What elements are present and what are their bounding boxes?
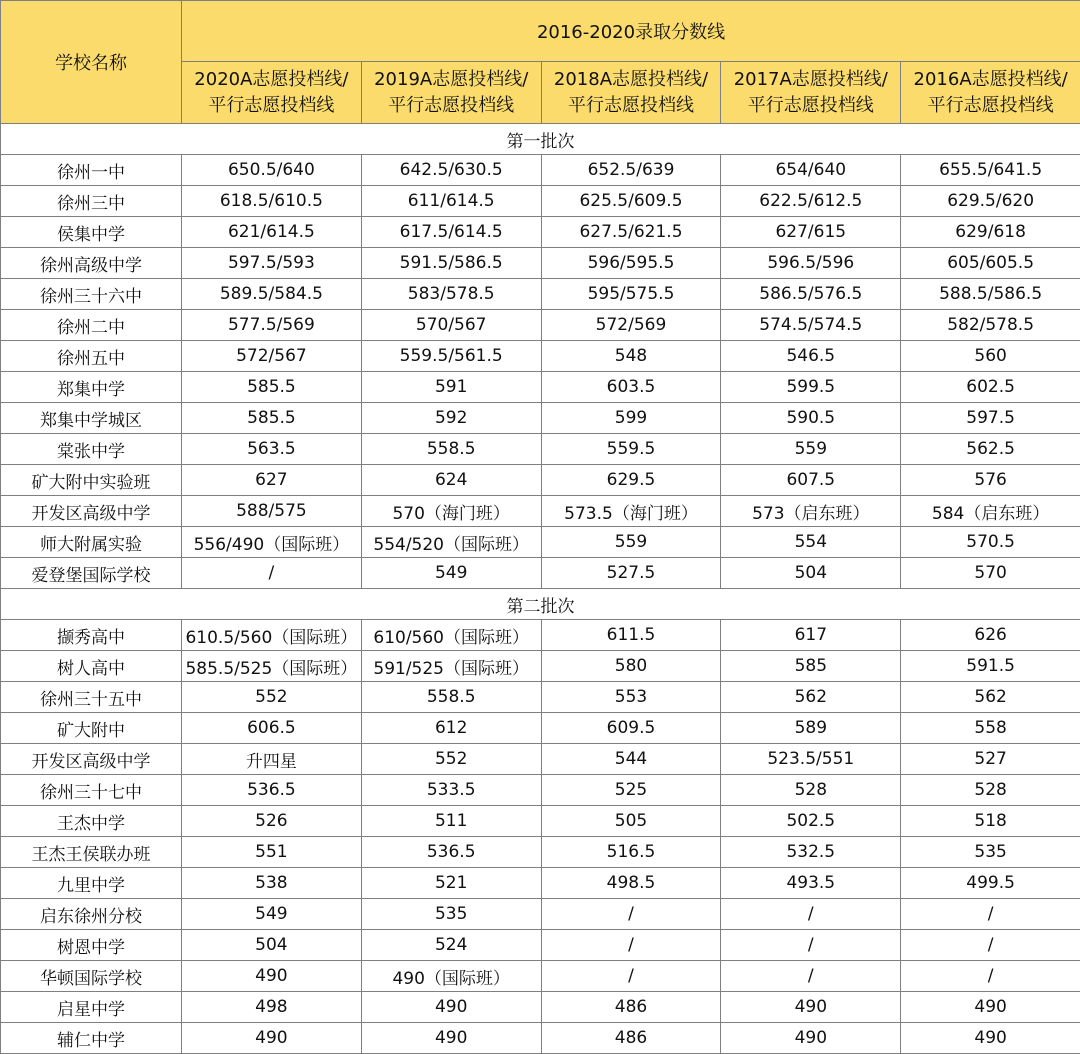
- year-header-line1: 2020A志愿投档线/: [182, 67, 361, 93]
- score-cell: 590.5: [721, 403, 901, 434]
- score-cell: 611/614.5: [361, 186, 541, 217]
- score-cell: 610/560（国际班）: [361, 620, 541, 651]
- school-name-cell: 徐州二中: [1, 310, 182, 341]
- score-cell: 535: [901, 837, 1080, 868]
- score-cell: 549: [182, 899, 362, 930]
- score-cell: 612: [361, 713, 541, 744]
- table-row: [1, 527, 1080, 558]
- year-header-2: [541, 62, 721, 124]
- score-cell: 576: [901, 465, 1080, 496]
- score-cell: 606.5: [182, 713, 362, 744]
- score-cell: /: [901, 899, 1080, 930]
- score-cell: 549: [361, 558, 541, 589]
- year-header-line2: 平行志愿投档线: [721, 93, 900, 119]
- score-cell: 562: [901, 682, 1080, 713]
- score-cell: 591.5: [901, 651, 1080, 682]
- table-row: [1, 930, 1080, 961]
- score-cell: /: [901, 930, 1080, 961]
- school-name-cell: 徐州高级中学: [1, 248, 182, 279]
- score-cell: 559.5/561.5: [361, 341, 541, 372]
- score-cell: 532.5: [721, 837, 901, 868]
- table-row: [1, 279, 1080, 310]
- score-cell: 627: [182, 465, 362, 496]
- table-row: [1, 496, 1080, 527]
- score-cell: 591.5/586.5: [361, 248, 541, 279]
- school-name-cell: 王杰中学: [1, 806, 182, 837]
- score-cell: 552: [182, 682, 362, 713]
- score-cell: 516.5: [541, 837, 721, 868]
- school-name-cell: 侯集中学: [1, 217, 182, 248]
- score-cell: 617: [721, 620, 901, 651]
- score-cell: 527.5: [541, 558, 721, 589]
- table-row: [1, 1023, 1080, 1054]
- score-cell: 553: [541, 682, 721, 713]
- school-name-cell: 撷秀高中: [1, 620, 182, 651]
- school-name-cell: 开发区高级中学: [1, 496, 182, 527]
- score-cell: 605/605.5: [901, 248, 1080, 279]
- school-name-cell: 棠张中学: [1, 434, 182, 465]
- year-header-line2: 平行志愿投档线: [542, 93, 721, 119]
- table-row: [1, 248, 1080, 279]
- score-cell: 551: [182, 837, 362, 868]
- table-row: [1, 310, 1080, 341]
- score-cell: 536.5: [182, 775, 362, 806]
- score-cell: 558: [901, 713, 1080, 744]
- score-cell: 490: [182, 961, 362, 992]
- score-cell: 629.5/620: [901, 186, 1080, 217]
- score-cell: 625.5/609.5: [541, 186, 721, 217]
- score-cell: 536.5: [361, 837, 541, 868]
- table-row: [1, 775, 1080, 806]
- score-cell: /: [541, 899, 721, 930]
- school-name-cell: 树人高中: [1, 651, 182, 682]
- score-cell: 548: [541, 341, 721, 372]
- score-cell: 486: [541, 1023, 721, 1054]
- school-name-cell: 启东徐州分校: [1, 899, 182, 930]
- score-cell: 502.5: [721, 806, 901, 837]
- score-cell: 589: [721, 713, 901, 744]
- table-row: [1, 372, 1080, 403]
- score-cell: 521: [361, 868, 541, 899]
- score-cell: 562: [721, 682, 901, 713]
- table-row: [1, 651, 1080, 682]
- score-cell: 486: [541, 992, 721, 1023]
- score-cell: /: [901, 961, 1080, 992]
- table-row: [1, 837, 1080, 868]
- score-cell: 504: [721, 558, 901, 589]
- score-cell: 583/578.5: [361, 279, 541, 310]
- score-cell: 558.5: [361, 434, 541, 465]
- score-cell: 546.5: [721, 341, 901, 372]
- score-cell: 490: [361, 1023, 541, 1054]
- score-cell: 597.5: [901, 403, 1080, 434]
- score-cell: 618.5/610.5: [182, 186, 362, 217]
- score-cell: /: [721, 930, 901, 961]
- score-cell: /: [721, 961, 901, 992]
- score-cell: 490: [182, 1023, 362, 1054]
- score-cell: 573（启东班）: [721, 496, 901, 527]
- score-cell: 572/569: [541, 310, 721, 341]
- table-row: [1, 899, 1080, 930]
- score-cell: 654/640: [721, 155, 901, 186]
- school-name-cell: 师大附属实验: [1, 527, 182, 558]
- school-name-cell: 徐州三十五中: [1, 682, 182, 713]
- school-name-cell: 郑集中学城区: [1, 403, 182, 434]
- score-cell: 559: [541, 527, 721, 558]
- score-cell: 607.5: [721, 465, 901, 496]
- batch-label: 第一批次: [1, 124, 1080, 155]
- score-cell: 585.5: [182, 372, 362, 403]
- school-name-cell: 辅仁中学: [1, 1023, 182, 1054]
- score-cell: 589.5/584.5: [182, 279, 362, 310]
- year-header-line1: 2019A志愿投档线/: [362, 67, 541, 93]
- table-row: [1, 341, 1080, 372]
- score-cell: 558.5: [361, 682, 541, 713]
- year-header-3: [721, 62, 901, 124]
- score-cell: 573.5（海门班）: [541, 496, 721, 527]
- year-header-line2: 平行志愿投档线: [901, 93, 1080, 119]
- score-cell: 570: [901, 558, 1080, 589]
- score-cell: 528: [721, 775, 901, 806]
- score-cell: 617.5/614.5: [361, 217, 541, 248]
- year-span-header: 2016-2020录取分数线: [182, 1, 1080, 62]
- school-name-cell: 华顿国际学校: [1, 961, 182, 992]
- score-cell: 572/567: [182, 341, 362, 372]
- score-cell: 596.5/596: [721, 248, 901, 279]
- score-cell: 528: [901, 775, 1080, 806]
- score-cell: 505: [541, 806, 721, 837]
- score-cell: 556/490（国际班）: [182, 527, 362, 558]
- score-cell: 596/595.5: [541, 248, 721, 279]
- score-cell: 629/618: [901, 217, 1080, 248]
- score-cell: 611.5: [541, 620, 721, 651]
- score-cell: /: [721, 899, 901, 930]
- school-name-cell: 启星中学: [1, 992, 182, 1023]
- score-cell: 559: [721, 434, 901, 465]
- score-cell: 490（国际班）: [361, 961, 541, 992]
- table-row: [1, 961, 1080, 992]
- score-cell: 592: [361, 403, 541, 434]
- year-header-0: [182, 62, 362, 124]
- score-cell: 595/575.5: [541, 279, 721, 310]
- score-cell: /: [541, 961, 721, 992]
- score-cell: 538: [182, 868, 362, 899]
- score-cell: 574.5/574.5: [721, 310, 901, 341]
- score-cell: 603.5: [541, 372, 721, 403]
- score-cell: 518: [901, 806, 1080, 837]
- score-cell: 554: [721, 527, 901, 558]
- score-cell: 591/525（国际班）: [361, 651, 541, 682]
- score-cell: 609.5: [541, 713, 721, 744]
- score-cell: 533.5: [361, 775, 541, 806]
- year-header-4: [901, 62, 1080, 124]
- score-cell: 504: [182, 930, 362, 961]
- score-cell: 527: [901, 744, 1080, 775]
- score-cell: 554/520（国际班）: [361, 527, 541, 558]
- score-cell: 498.5: [541, 868, 721, 899]
- score-cell: 599: [541, 403, 721, 434]
- score-cell: 535: [361, 899, 541, 930]
- score-cell: 580: [541, 651, 721, 682]
- school-name-cell: 九里中学: [1, 868, 182, 899]
- batch-label: 第二批次: [1, 589, 1080, 620]
- table-row: [1, 620, 1080, 651]
- school-name-cell: 徐州五中: [1, 341, 182, 372]
- score-cell: 490: [361, 992, 541, 1023]
- score-cell: 490: [721, 1023, 901, 1054]
- school-name-cell: 徐州三中: [1, 186, 182, 217]
- school-name-cell: 王杰王侯联办班: [1, 837, 182, 868]
- score-cell: 586.5/576.5: [721, 279, 901, 310]
- score-cell: 602.5: [901, 372, 1080, 403]
- score-cell: 563.5: [182, 434, 362, 465]
- table-row: [1, 558, 1080, 589]
- table-row: [1, 992, 1080, 1023]
- score-cell: /: [541, 930, 721, 961]
- score-cell: 622.5/612.5: [721, 186, 901, 217]
- score-cell: 493.5: [721, 868, 901, 899]
- score-cell: 584（启东班）: [901, 496, 1080, 527]
- score-cell: 582/578.5: [901, 310, 1080, 341]
- score-cell: 599.5: [721, 372, 901, 403]
- table-row: [1, 713, 1080, 744]
- table-row: [1, 806, 1080, 837]
- score-cell: 490: [721, 992, 901, 1023]
- school-name-cell: 徐州一中: [1, 155, 182, 186]
- score-cell: 626: [901, 620, 1080, 651]
- score-cell: 597.5/593: [182, 248, 362, 279]
- school-name-header: 学校名称: [1, 1, 182, 124]
- score-cell: 570（海门班）: [361, 496, 541, 527]
- score-cell: /: [182, 558, 362, 589]
- score-cell: 627.5/621.5: [541, 217, 721, 248]
- school-name-cell: 郑集中学: [1, 372, 182, 403]
- score-cell: 642.5/630.5: [361, 155, 541, 186]
- score-cell: 525: [541, 775, 721, 806]
- score-cell: 552: [361, 744, 541, 775]
- score-cell: 498: [182, 992, 362, 1023]
- year-header-line1: 2016A志愿投档线/: [901, 67, 1080, 93]
- score-cell: 650.5/640: [182, 155, 362, 186]
- year-header-line2: 平行志愿投档线: [362, 93, 541, 119]
- table-row: [1, 465, 1080, 496]
- year-header-line1: 2017A志愿投档线/: [721, 67, 900, 93]
- score-cell: 544: [541, 744, 721, 775]
- score-cell: 560: [901, 341, 1080, 372]
- score-cell: 655.5/641.5: [901, 155, 1080, 186]
- score-cell: 610.5/560（国际班）: [182, 620, 362, 651]
- school-name-cell: 爱登堡国际学校: [1, 558, 182, 589]
- score-cell: 524: [361, 930, 541, 961]
- score-cell: 570.5: [901, 527, 1080, 558]
- table-row: [1, 155, 1080, 186]
- score-cell: 591: [361, 372, 541, 403]
- score-cell: 511: [361, 806, 541, 837]
- school-name-cell: 矿大附中实验班: [1, 465, 182, 496]
- score-cell: 559.5: [541, 434, 721, 465]
- score-cell: 577.5/569: [182, 310, 362, 341]
- score-cell: 523.5/551: [721, 744, 901, 775]
- school-name-cell: 矿大附中: [1, 713, 182, 744]
- score-cell: 585.5/525（国际班）: [182, 651, 362, 682]
- score-cell: 585: [721, 651, 901, 682]
- table-row: [1, 868, 1080, 899]
- score-cell: 629.5: [541, 465, 721, 496]
- year-header-line1: 2018A志愿投档线/: [542, 67, 721, 93]
- score-cell: 585.5: [182, 403, 362, 434]
- score-cell: 588/575: [182, 496, 362, 527]
- table-row: [1, 682, 1080, 713]
- score-cell: 588.5/586.5: [901, 279, 1080, 310]
- school-name-cell: 树恩中学: [1, 930, 182, 961]
- school-name-cell: 徐州三十七中: [1, 775, 182, 806]
- score-cell: 490: [901, 1023, 1080, 1054]
- score-cell: 652.5/639: [541, 155, 721, 186]
- school-name-cell: 开发区高级中学: [1, 744, 182, 775]
- table-row: [1, 434, 1080, 465]
- school-name-cell: 徐州三十六中: [1, 279, 182, 310]
- score-cell: 570/567: [361, 310, 541, 341]
- table-row: [1, 403, 1080, 434]
- score-cell: 升四星: [182, 744, 362, 775]
- year-header-1: [361, 62, 541, 124]
- table-row: [1, 744, 1080, 775]
- table-row: [1, 186, 1080, 217]
- table-row: [1, 217, 1080, 248]
- batch-row: [1, 124, 1080, 155]
- score-cell: 490: [901, 992, 1080, 1023]
- score-cell: 499.5: [901, 868, 1080, 899]
- score-cell: 526: [182, 806, 362, 837]
- score-cell: 624: [361, 465, 541, 496]
- score-cell: 562.5: [901, 434, 1080, 465]
- score-cell: 621/614.5: [182, 217, 362, 248]
- batch-row: [1, 589, 1080, 620]
- year-header-line2: 平行志愿投档线: [182, 93, 361, 119]
- score-cell: 627/615: [721, 217, 901, 248]
